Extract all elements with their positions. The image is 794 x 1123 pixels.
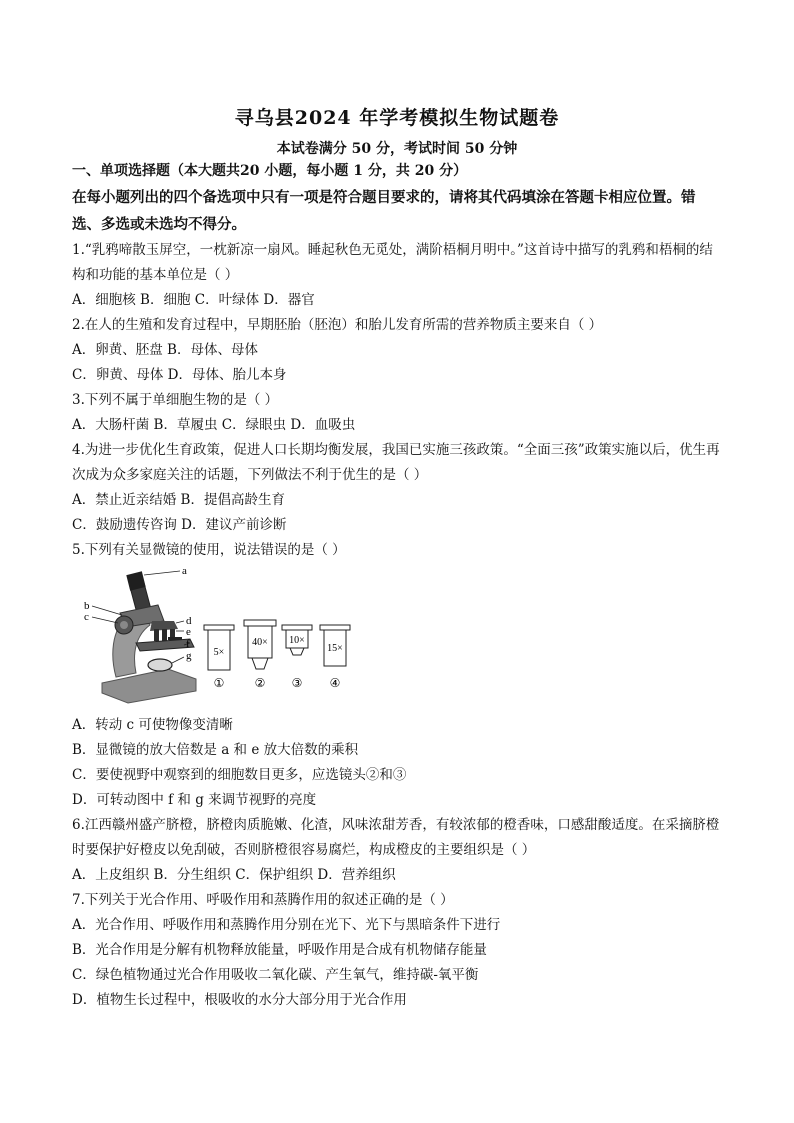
section-heading: 一、单项选择题（本大题共20 小题，每小题 1 分，共 20 分） [72, 163, 468, 179]
page-title: 寻乌县2024 年学考模拟生物试题卷 [234, 107, 560, 129]
lens-2 [244, 620, 276, 690]
question-2-stem: 2.在人的生殖和发育过程中，早期胚胎（胚泡）和胎儿发育所需的营养物质主要来自（ ） [72, 317, 603, 333]
lens-3-mark: 10× [289, 635, 305, 646]
lens-4-number: ④ [329, 676, 341, 690]
label-d: d [186, 615, 192, 627]
question-3-options: A．大肠杆菌 B．草履虫 C．绿眼虫 D．血吸虫 [72, 417, 356, 433]
question-1-stem: 1.“乳鸦啼散玉屏空，一枕新凉一扇风。睡起秋色无觅处，满阶梧桐月明中。”这首诗中描写的乳鸦和梧桐的结构和功能的基本单位是（ ） [72, 242, 713, 283]
label-c: c [84, 611, 89, 623]
question-7-option-a: A．光合作用、呼吸作用和蒸腾作用分别在光下、光下与黑暗条件下进行 [72, 917, 501, 933]
lens-1 [204, 625, 234, 690]
lens-2-mark: 40× [252, 637, 268, 648]
question-6-options: A．上皮组织 B．分生组织 C．保护组织 D．营养组织 [72, 867, 396, 883]
label-b: b [84, 600, 90, 612]
page-subtitle: 本试卷满分 50 分，考试时间 50 分钟 [276, 141, 518, 157]
microscope-figure [72, 565, 722, 713]
section-instructions: 在每小题列出的四个备选项中只有一项是符合题目要求的，请将其代码填涂在答题卡相应位置。错选、多选或未选均不得分。 [72, 189, 696, 233]
question-5-option-a: A．转动 c 可使物像变清晰 [72, 717, 233, 733]
lens-4 [320, 625, 350, 690]
question-7-option-d: D．植物生长过程中，根吸收的水分大部分用于光合作用 [72, 992, 407, 1008]
microscope-diagram [72, 565, 372, 713]
question-4-stem: 4.为进一步优化生育政策，促进人口长期均衡发展，我国已实施三孩政策。“全面三孩”政策实施以后，优生再次成为众多家庭关注的话题，下列做法不利于优生的是（ ） [72, 442, 720, 483]
question-1-options: A．细胞核 B．细胞 C．叶绿体 D．器官 [72, 292, 315, 308]
label-f: f [186, 638, 190, 650]
question-5-option-b: B．显微镜的放大倍数是 a 和 e 放大倍数的乘积 [72, 742, 359, 758]
question-4-options-row1: A．禁止近亲结婚 B．提倡高龄生育 [72, 492, 285, 508]
question-7-option-c: C．绿色植物通过光合作用吸收二氧化碳、产生氧气，维持碳-氧平衡 [72, 967, 479, 983]
label-a: a [182, 565, 187, 577]
lens-3-number: ③ [291, 676, 303, 690]
question-5-option-c: C．要使视野中观察到的细胞数目更多，应选镜头②和③ [72, 767, 407, 783]
label-g: g [186, 650, 192, 662]
lens-4-mark: 15× [327, 643, 343, 654]
question-7-option-b: B．光合作用是分解有机物释放能量，呼吸作用是合成有机物储存能量 [72, 942, 487, 958]
lens-3 [282, 625, 312, 690]
question-5-option-d: D．可转动图中 f 和 g 来调节视野的亮度 [72, 792, 317, 808]
question-2-options-row2: C．卵黄、母体 D．母体、胎儿本身 [72, 367, 287, 383]
lens-1-number: ① [213, 676, 225, 690]
question-6-stem: 6.江西赣州盛产脐橙，脐橙肉质脆嫩、化渣，风味浓甜芳香，有较浓郁的橙香味，口感甜酸适度。在采摘脐橙时要保护好橙皮以免刮破，否则脐橙很容易腐烂，构成橙皮的主要组织是（ ） [72, 817, 720, 858]
question-7-stem: 7.下列关于光合作用、呼吸作用和蒸腾作用的叙述正确的是（ ） [72, 892, 454, 908]
question-5-stem: 5.下列有关显微镜的使用，说法错误的是（ ） [72, 542, 346, 558]
question-3-stem: 3.下列不属于单细胞生物的是（ ） [72, 392, 279, 408]
lens-1-mark: 5× [213, 647, 225, 658]
question-2-options-row1: A．卵黄、胚盘 B．母体、母体 [72, 342, 258, 358]
lens-2-number: ② [254, 676, 266, 690]
label-e: e [186, 626, 191, 638]
exam-content [72, 158, 722, 1013]
question-4-options-row2: C．鼓励遗传咨询 D．建议产前诊断 [72, 517, 287, 533]
